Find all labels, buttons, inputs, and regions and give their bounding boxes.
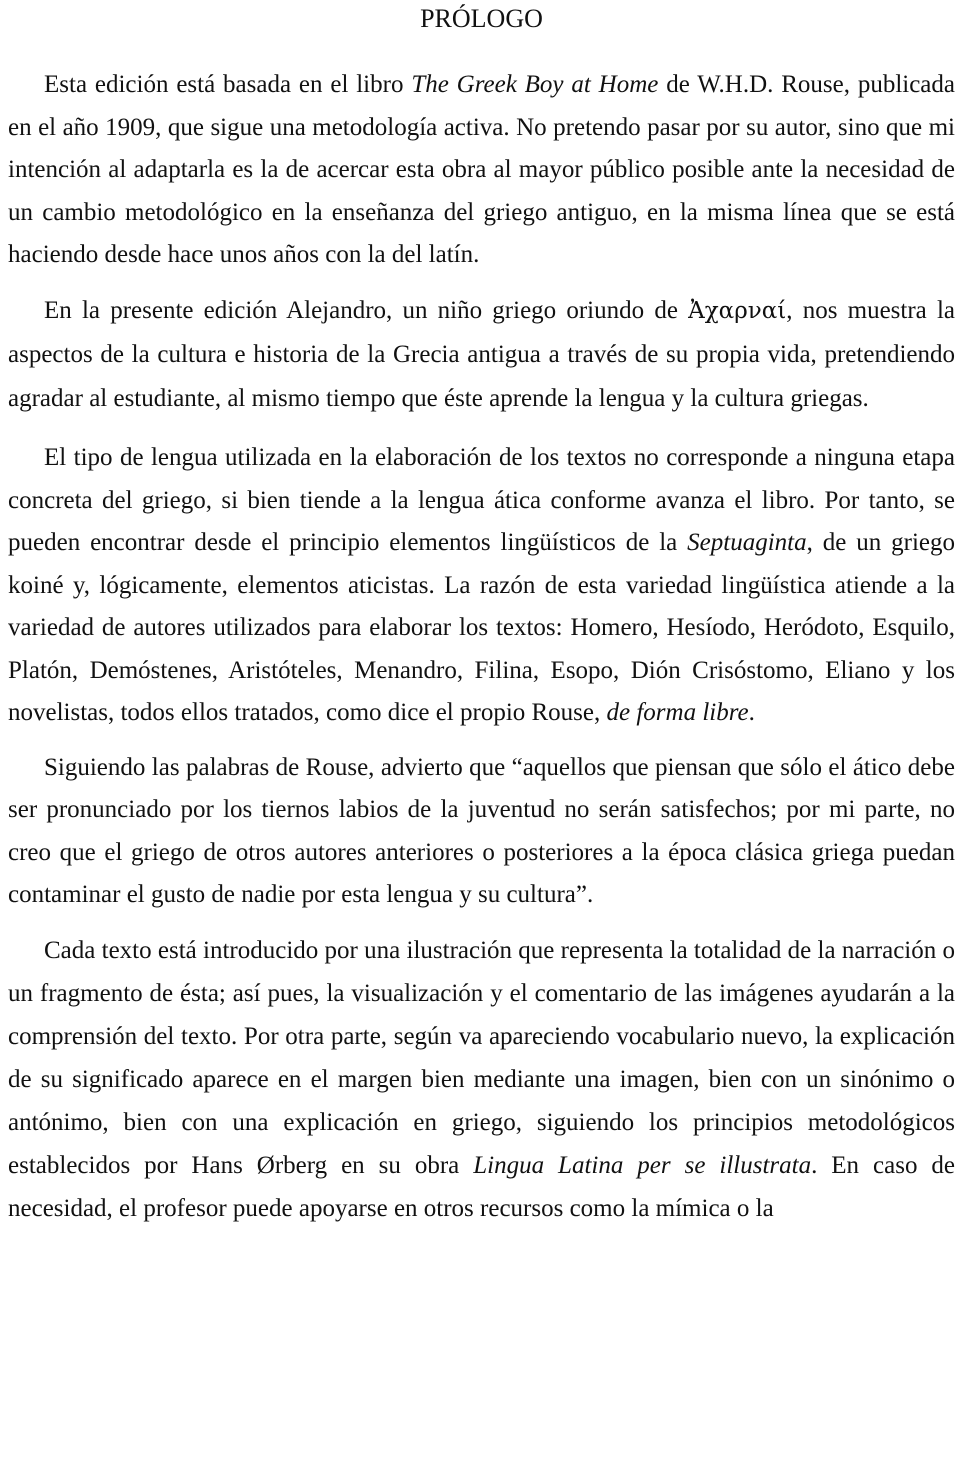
paragraph-3-text-a: El tipo de lengua utilizada en la elaboración de los textos no corresponde a ninguna etapa concreta del griego, si bien tiende a la lengua ática conforme avanza el libro. Por tanto, se pueden encontrar desde el principio elementos lingüísticos de la [8,444,955,556]
book-title-greek-boy: The Greek Boy at Home [411,71,659,98]
forma-libre-phrase: de forma libre [606,699,749,726]
paragraph-1-text-b: de W.H.D. Rouse, publicada en el año 1909, que sigue una metodología activa. No pretendo pasar por su autor, sino que mi intención al adaptarla es la de acercar esta obra al mayor público posible ante la necesidad de un cambio metodológico en la enseñanza del griego antiguo, en la misma línea que se está haciendo desde hace unos años con la del latín. [8,71,956,268]
paragraph-3-text-c: . [748,699,755,726]
paragraph-4 [8,747,955,917]
paragraph-5-text-a: Cada texto está introducido por una ilustración que representa la totalidad de la narración o un fragmento de ésta; así pues, la visualización y el comentario de las imágenes ayudarán a la comprensión del texto. Por otra parte, según va apareciendo vocabulario nuevo, la explicación de su significado aparece en el margen bien mediante una imagen, bien con un sinónimo o antónimo, bien con una explicación en griego, siguiendo los principios metodológicos establecidos por Hans Ørberg en su obra [8,936,955,1179]
document-page [8,0,955,1230]
greek-place-name: Ἀχαρναί [688,297,787,324]
page-title: PRÓLOGO [420,4,543,33]
paragraph-4-text: Siguiendo las palabras de Rouse, advierto que “aquellos que piensan que sólo el ático debe ser pronunciado por los tiernos labios de la juventud no serán satisfechos; por mi parte, no creo que el griego de otros autores anteriores o posteriores a la época clásica griega puedan contaminar el gusto de nadie por esta lengua y su cultura”. [8,753,955,908]
paragraph-5-text-b: . En caso de necesidad, el profesor puede apoyarse en otros recursos como la mímica o la [8,1151,956,1222]
paragraph-1 [8,64,955,277]
paragraph-1-text-a: Esta edición está basada en el libro [44,71,412,98]
paragraph-2-text-b: , nos muestra la aspectos de la cultura e historia de la Grecia antigua a través de su propia vida, pretendiendo agradar al estudiante, al mismo tiempo que éste aprende la lengua y la cultura griegas. [8,296,955,412]
paragraph-5 [8,929,955,1230]
paragraph-3-text-b: , de un griego koiné y, lógicamente, elementos aticistas. La razón de esta variedad lingüística atiende a la variedad de autores utilizados para elaborar los textos: Homero, Hesíodo, Heródoto, Esquilo, Platón, Demóstenes, Aristóteles, Menandro, Filina, Esopo, Dión Crisóstomo, Eliano y los novelistas, todos ellos tratados, como dice el propio Rouse, [8,529,955,726]
book-title-lingua-latina: Lingua Latina per se illustrata [473,1151,812,1179]
paragraph-2 [8,289,955,421]
paragraph-2-text-a: En la presente edición Alejandro, un niño griego oriundo de [44,296,689,324]
paragraph-3 [8,437,955,735]
septuagint-term: Septuaginta [687,529,807,556]
